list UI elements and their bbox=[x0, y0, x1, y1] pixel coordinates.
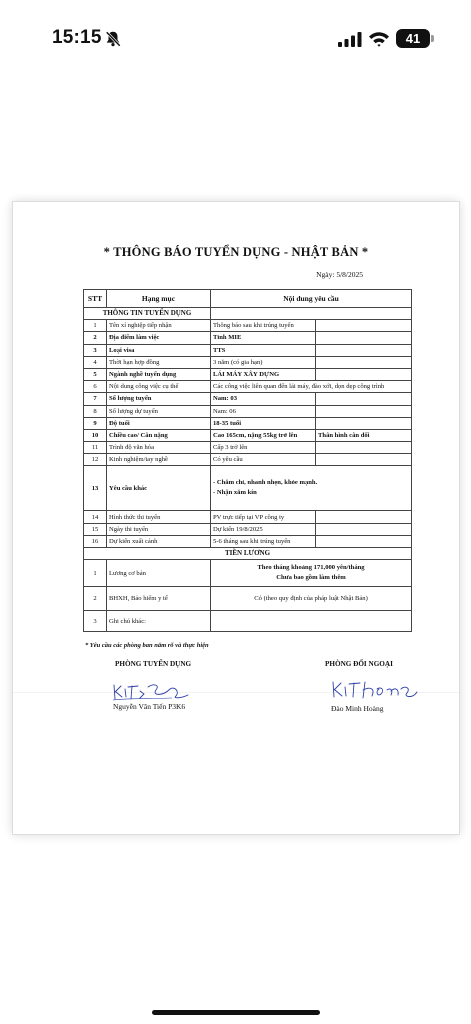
row-number: 14 bbox=[84, 511, 107, 523]
row-number: 7 bbox=[84, 393, 107, 405]
row-value: 3 năm (có gia hạn) bbox=[211, 356, 316, 368]
row-label: Kinh nghiệm/tay nghề bbox=[107, 454, 211, 466]
row-number: 5 bbox=[84, 368, 107, 380]
row-value: Có yêu cầu bbox=[211, 454, 316, 466]
battery-icon bbox=[396, 29, 430, 48]
table-header-row bbox=[84, 290, 412, 308]
row-label: Ghi chú khác: bbox=[107, 611, 211, 632]
section-recruitment: THÔNG TIN TUYỂN DỤNG bbox=[84, 308, 211, 320]
left-department-title: PHÒNG TUYỂN DỤNG bbox=[115, 660, 192, 668]
row-label: Loại visa bbox=[107, 344, 211, 356]
row-value: Tỉnh MIE bbox=[211, 332, 316, 344]
row-label: Ngày thi tuyển bbox=[107, 523, 211, 535]
row-value bbox=[211, 560, 412, 587]
battery-level: 41 bbox=[405, 31, 421, 46]
row-number: 11 bbox=[84, 442, 107, 454]
row-label: Số lượng tuyển bbox=[107, 393, 211, 405]
row-value bbox=[211, 466, 412, 511]
row-value: PV trực tiếp tại VP công ty bbox=[211, 511, 316, 523]
battery-tip bbox=[431, 35, 434, 42]
row-number: 12 bbox=[84, 454, 107, 466]
row-value: Nam: 06 bbox=[211, 405, 316, 417]
salary-line-1: Theo tháng khoảng 171,000 yên/tháng bbox=[257, 564, 365, 572]
header-category: Hạng mục bbox=[107, 290, 211, 308]
status-bar bbox=[0, 0, 471, 78]
row-value: Các công việc liên quan đến lái máy, đào xới, dọn dẹp công trình bbox=[211, 381, 412, 393]
bell-slash-icon bbox=[104, 30, 122, 48]
row-value bbox=[211, 611, 412, 632]
row-number: 1 bbox=[84, 560, 107, 587]
right-department-title: PHÒNG ĐỐI NGOẠI bbox=[325, 660, 393, 668]
row-label: Tên xí nghiệp tiếp nhận bbox=[107, 320, 211, 332]
table-row bbox=[84, 587, 412, 611]
row-value: Cao 165cm, nặng 55kg trở lên bbox=[211, 429, 316, 441]
table-row bbox=[84, 417, 412, 429]
row-number: 9 bbox=[84, 417, 107, 429]
row-value: Dự kiến 19/8/2025 bbox=[211, 523, 316, 535]
row-number: 4 bbox=[84, 356, 107, 368]
salary-line-2: Chưa bao gồm làm thêm bbox=[276, 574, 346, 582]
row-label: Địa điểm làm việc bbox=[107, 332, 211, 344]
row-label: Yêu cầu khác bbox=[107, 466, 211, 511]
row-label: Số lượng dự tuyển bbox=[107, 405, 211, 417]
table-row bbox=[84, 368, 412, 380]
section-salary: TIỀN LƯƠNG bbox=[84, 548, 412, 560]
header-stt: STT bbox=[84, 290, 107, 308]
row-label: Nội dung công việc cụ thể bbox=[107, 381, 211, 393]
row-label: Dự kiến xuất cảnh bbox=[107, 535, 211, 547]
table-row bbox=[84, 523, 412, 535]
table-row bbox=[84, 405, 412, 417]
footnote: * Yêu cầu các phòng ban nắm rõ và thực hiện bbox=[85, 642, 209, 649]
row-label: Thời hạn hợp đồng bbox=[107, 356, 211, 368]
row-value: Cấp 3 trở lên bbox=[211, 442, 316, 454]
other-requirement-1: - Chăm chỉ, nhanh nhẹn, khỏe mạnh. bbox=[213, 479, 318, 487]
row-label: Trình độ văn hóa bbox=[107, 442, 211, 454]
document-title: * THÔNG BÁO TUYỂN DỤNG - NHẬT BẢN * bbox=[103, 245, 369, 259]
table-row bbox=[84, 560, 412, 587]
row-number: 16 bbox=[84, 535, 107, 547]
row-value: Có (theo quy định của pháp luật Nhật Bản) bbox=[211, 587, 412, 611]
row-number: 15 bbox=[84, 523, 107, 535]
row-number: 8 bbox=[84, 405, 107, 417]
row-label: Lương cơ bản bbox=[107, 560, 211, 587]
wifi-icon bbox=[368, 30, 390, 48]
recruitment-table bbox=[83, 289, 412, 632]
left-signature bbox=[110, 677, 190, 703]
document-page bbox=[13, 202, 459, 834]
row-value: TTS bbox=[211, 344, 316, 356]
row-number: 2 bbox=[84, 332, 107, 344]
table-row bbox=[84, 611, 412, 632]
status-time: 15:15 bbox=[52, 27, 102, 48]
table-row bbox=[84, 454, 412, 466]
table-row bbox=[84, 429, 412, 441]
right-signer-name: Đào Minh Hoàng bbox=[331, 704, 384, 713]
home-indicator[interactable] bbox=[152, 1010, 320, 1015]
table-row bbox=[84, 356, 412, 368]
row-label: Chiều cao/ Cân nặng bbox=[107, 429, 211, 441]
left-signer-name: Nguyễn Văn Tiến P3K6 bbox=[113, 702, 186, 711]
table-row bbox=[84, 344, 412, 356]
row-label: Độ tuổi bbox=[107, 417, 211, 429]
row-number: 3 bbox=[84, 611, 107, 632]
other-requirement-2: - Nhận xăm kín bbox=[213, 489, 257, 497]
row-value: Nam: 03 bbox=[211, 393, 316, 405]
table-row bbox=[84, 511, 412, 523]
row-value: Thông báo sau khi trúng tuyển bbox=[211, 320, 316, 332]
row-value: 5-6 tháng sau khi trúng tuyển bbox=[211, 535, 316, 547]
header-content: Nội dung yêu cầu bbox=[211, 290, 412, 308]
row-number: 13 bbox=[84, 466, 107, 511]
row-label: BHXH, Bảo hiểm y tế bbox=[107, 587, 211, 611]
row-value: LÁI MÁY XÂY DỰNG bbox=[211, 368, 316, 380]
cellular-signal-icon bbox=[338, 31, 362, 47]
right-signature bbox=[329, 676, 421, 702]
table-row bbox=[84, 381, 412, 393]
row-number: 2 bbox=[84, 587, 107, 611]
section-row bbox=[84, 308, 412, 320]
document-date: Ngày: 5/8/2025 bbox=[316, 270, 363, 279]
table-row bbox=[84, 332, 412, 344]
section-row bbox=[84, 548, 412, 560]
row-number: 1 bbox=[84, 320, 107, 332]
row-number: 10 bbox=[84, 429, 107, 441]
table-row bbox=[84, 442, 412, 454]
row-number: 6 bbox=[84, 381, 107, 393]
row-label: Hình thức thi tuyển bbox=[107, 511, 211, 523]
table-row bbox=[84, 466, 412, 511]
row-value: 18-35 tuổi bbox=[211, 417, 316, 429]
row-value-extra: Thân hình cân đối bbox=[316, 429, 412, 441]
row-label: Ngành nghề tuyển dụng bbox=[107, 368, 211, 380]
table-row bbox=[84, 393, 412, 405]
table-row bbox=[84, 535, 412, 547]
row-number: 3 bbox=[84, 344, 107, 356]
table-row bbox=[84, 320, 412, 332]
